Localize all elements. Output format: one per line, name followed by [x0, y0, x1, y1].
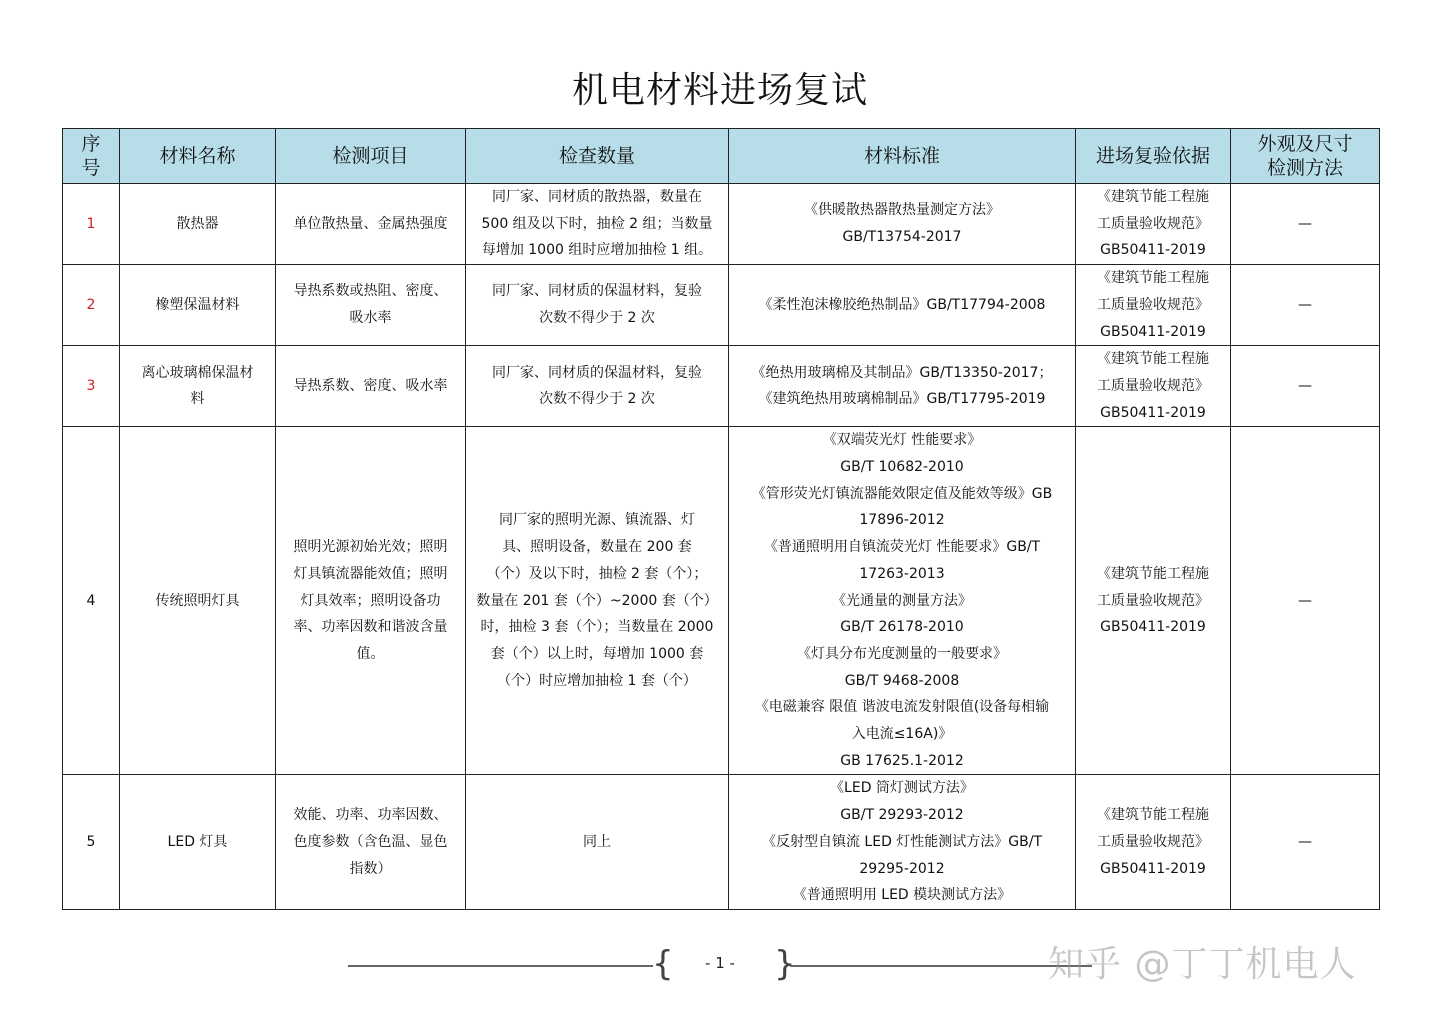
table-header-row	[63, 129, 1380, 184]
row-retest-basis: 《建筑节能工程施 工质量验收规范》 GB50411-2019	[1076, 775, 1231, 910]
table-row	[63, 346, 1380, 427]
row-retest-basis: 《建筑节能工程施 工质量验收规范》 GB50411-2019	[1076, 265, 1231, 346]
page-number: - 1 -	[705, 954, 735, 972]
row-check-quantity: 同厂家、同材质的保温材料，复验 次数不得少于 2 次	[466, 265, 729, 346]
row-material-name: 橡塑保温材料	[120, 265, 276, 346]
row-inspection-method: —	[1231, 184, 1380, 265]
header-material-name: 材料名称	[120, 129, 276, 184]
row-inspection-method: —	[1231, 427, 1380, 775]
row-seq: 2	[63, 265, 120, 346]
row-seq: 5	[63, 775, 120, 910]
table-row	[63, 265, 1380, 346]
row-inspection-method: —	[1231, 775, 1380, 910]
row-test-item: 效能、功率、功率因数、 色度参数（含色温、显色 指数）	[276, 775, 466, 910]
row-test-item: 单位散热量、金属热强度	[276, 184, 466, 265]
row-check-quantity: 同厂家的照明光源、镇流器、灯 具、照明设备，数量在 200 套 （个）及以下时，抽检 2 套（个）； 数量在 201 套（个）~2000 套（个） 时，抽检 3 套（个）；当数量在 2000 套（个）以上时，每增加 1000 套 （个）时应增加抽检 1 套（个）	[466, 427, 729, 775]
row-seq: 3	[63, 346, 120, 427]
header-retest-basis: 进场复验依据	[1076, 129, 1231, 184]
table-row	[63, 184, 1380, 265]
table-row	[63, 427, 1380, 775]
table-row	[63, 775, 1380, 910]
row-test-item: 导热系数、密度、吸水率	[276, 346, 466, 427]
row-material-name: 传统照明灯具	[120, 427, 276, 775]
row-test-item: 照明光源初始光效；照明 灯具镇流器能效值；照明 灯具效率；照明设备功 率、功率因数和谐波含量 值。	[276, 427, 466, 775]
row-material-name: 散热器	[120, 184, 276, 265]
row-material-name: 离心玻璃棉保温材 料	[120, 346, 276, 427]
row-material-standard: 《双端荧光灯 性能要求》 GB/T 10682-2010 《管形荧光灯镇流器能效限定值及能效等级》GB 17896-2012 《普通照明用自镇流荧光灯 性能要求》GB/T 17263-2013 《光通量的测量方法》 GB/T 26178-2010 《灯具分布光度测量的一般要求》 GB/T 9468-2008 《电磁兼容 限值 谐波电流发射限值(设备每相输 入电流≤16A)》 GB 17625.1-2012	[729, 427, 1076, 775]
page-title: 机电材料进场复试	[571, 70, 868, 111]
row-retest-basis: 《建筑节能工程施 工质量验收规范》 GB50411-2019	[1076, 184, 1231, 265]
row-material-name: LED 灯具	[120, 775, 276, 910]
row-check-quantity: 同厂家、同材质的保温材料，复验 次数不得少于 2 次	[466, 346, 729, 427]
row-seq: 1	[63, 184, 120, 265]
row-seq: 4	[63, 427, 120, 775]
watermark: 知乎 @丁丁机电人	[1048, 944, 1357, 985]
row-check-quantity: 同上	[466, 775, 729, 910]
row-check-quantity: 同厂家、同材质的散热器，数量在 500 组及以下时，抽检 2 组；当数量 每增加 1000 组时应增加抽检 1 组。	[466, 184, 729, 265]
row-inspection-method: —	[1231, 265, 1380, 346]
row-material-standard: 《绝热用玻璃棉及其制品》GB/T13350-2017； 《建筑绝热用玻璃棉制品》GB/T17795-2019	[729, 346, 1076, 427]
row-test-item: 导热系数或热阻、密度、 吸水率	[276, 265, 466, 346]
header-inspection-method: 外观及尺寸 检测方法	[1231, 129, 1380, 184]
header-test-item: 检测项目	[276, 129, 466, 184]
header-seq: 序 号	[63, 129, 120, 184]
header-check-quantity: 检查数量	[466, 129, 729, 184]
header-material-standard: 材料标准	[729, 129, 1076, 184]
materials-table	[62, 128, 1380, 910]
row-inspection-method: —	[1231, 346, 1380, 427]
row-material-standard: 《供暖散热器散热量测定方法》 GB/T13754-2017	[729, 184, 1076, 265]
row-retest-basis: 《建筑节能工程施 工质量验收规范》 GB50411-2019	[1076, 427, 1231, 775]
row-retest-basis: 《建筑节能工程施 工质量验收规范》 GB50411-2019	[1076, 346, 1231, 427]
left-brace-icon: {	[652, 944, 674, 984]
right-brace-icon: }	[774, 944, 796, 984]
footer-divider-right	[790, 965, 1092, 967]
footer-divider-left	[348, 965, 653, 967]
row-material-standard: 《柔性泡沫橡胶绝热制品》GB/T17794-2008	[729, 265, 1076, 346]
row-material-standard: 《LED 筒灯测试方法》 GB/T 29293-2012 《反射型自镇流 LED 灯性能测试方法》GB/T 29295-2012 《普通照明用 LED 模块测试方法》	[729, 775, 1076, 910]
